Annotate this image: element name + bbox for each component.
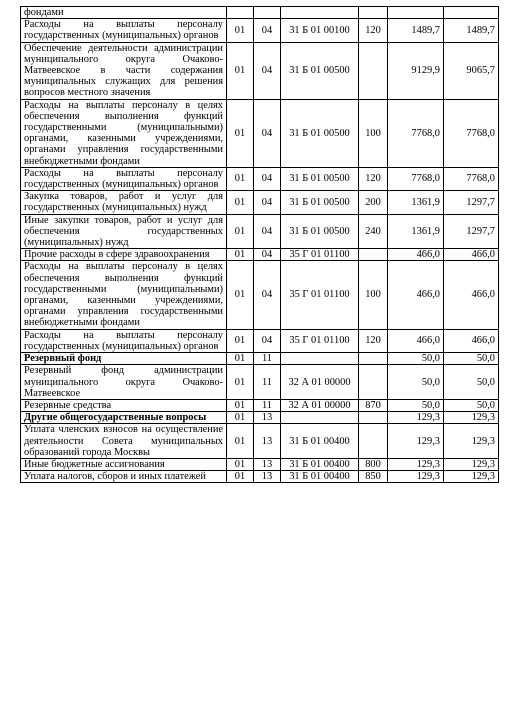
- subsection-code: 04: [254, 19, 281, 42]
- expense-type-code: 800: [359, 458, 388, 470]
- amount-col-2: 9065,7: [444, 42, 499, 99]
- amount-col-2: 129,3: [444, 471, 499, 483]
- amount-col-1: 1361,9: [388, 214, 444, 249]
- section-code: 01: [227, 365, 254, 400]
- section-code: 01: [227, 19, 254, 42]
- amount-col-2: 466,0: [444, 261, 499, 329]
- row-name: Уплата членских взносов на осуществление деятельности Совета муниципальных образований города Москвы: [21, 424, 227, 459]
- target-article-code: 31 Б 01 00400: [281, 424, 359, 459]
- row-name: Закупка товаров, работ и услуг для государственных (муниципальных) нужд: [21, 191, 227, 214]
- table-row: [21, 99, 499, 167]
- amount-col-2: 129,3: [444, 458, 499, 470]
- amount-col-2: 466,0: [444, 329, 499, 352]
- section-code: 01: [227, 191, 254, 214]
- subsection-code: 04: [254, 42, 281, 99]
- amount-col-2: 129,3: [444, 412, 499, 424]
- row-name: Уплата налогов, сборов и иных платежей: [21, 471, 227, 483]
- table-body: [21, 7, 499, 483]
- subsection-code: 11: [254, 399, 281, 411]
- row-name: Прочие расходы в сфере здравоохранения: [21, 249, 227, 261]
- expense-type-code: 200: [359, 191, 388, 214]
- target-article-code: [281, 7, 359, 19]
- expense-type-code: 100: [359, 99, 388, 167]
- amount-col-2: 7768,0: [444, 167, 499, 190]
- expense-type-code: 120: [359, 329, 388, 352]
- amount-col-1: 466,0: [388, 261, 444, 329]
- target-article-code: 32 А 01 00000: [281, 365, 359, 400]
- amount-col-2: [444, 7, 499, 19]
- row-name: Расходы на выплаты персоналу государственных (муниципальных) органов: [21, 329, 227, 352]
- row-name: Другие общегосударственные вопросы: [21, 412, 227, 424]
- section-code: 01: [227, 329, 254, 352]
- row-name: Расходы на выплаты персоналу в целях обеспечения выполнения функций государственными (муниципальными) органами, казенными учреждениями, органами управления государственными внебюджетными фондами: [21, 99, 227, 167]
- expense-type-code: [359, 42, 388, 99]
- row-name: Резервные средства: [21, 399, 227, 411]
- section-code: 01: [227, 42, 254, 99]
- subsection-code: 13: [254, 471, 281, 483]
- expense-type-code: [359, 412, 388, 424]
- table-row: [21, 167, 499, 190]
- row-name: фондами: [21, 7, 227, 19]
- row-name: Резервный фонд администрации муниципального округа Очаково-Матвеевское: [21, 365, 227, 400]
- table-row: [21, 214, 499, 249]
- table-row: [21, 249, 499, 261]
- subsection-code: 11: [254, 365, 281, 400]
- row-name: Расходы на выплаты персоналу государственных (муниципальных) органов: [21, 19, 227, 42]
- amount-col-1: 7768,0: [388, 99, 444, 167]
- section-code: 01: [227, 458, 254, 470]
- target-article-code: 31 Б 01 00500: [281, 42, 359, 99]
- expense-type-code: 870: [359, 399, 388, 411]
- section-code: 01: [227, 353, 254, 365]
- row-name: Иные закупки товаров, работ и услуг для обеспечения государственных (муниципальных) нужд: [21, 214, 227, 249]
- subsection-code: 04: [254, 191, 281, 214]
- expense-type-code: 100: [359, 261, 388, 329]
- table-row: [21, 399, 499, 411]
- amount-col-1: 1361,9: [388, 191, 444, 214]
- expense-type-code: [359, 424, 388, 459]
- amount-col-1: 50,0: [388, 365, 444, 400]
- expense-type-code: [359, 353, 388, 365]
- table-row: [21, 191, 499, 214]
- table-row: [21, 261, 499, 329]
- target-article-code: 35 Г 01 01100: [281, 261, 359, 329]
- amount-col-2: 50,0: [444, 365, 499, 400]
- target-article-code: 31 Б 01 00500: [281, 167, 359, 190]
- amount-col-1: 466,0: [388, 329, 444, 352]
- amount-col-1: [388, 7, 444, 19]
- amount-col-2: 129,3: [444, 424, 499, 459]
- row-name: Иные бюджетные ассигнования: [21, 458, 227, 470]
- amount-col-1: 129,3: [388, 458, 444, 470]
- amount-col-2: 1297,7: [444, 214, 499, 249]
- table-row: [21, 424, 499, 459]
- expense-type-code: [359, 7, 388, 19]
- subsection-code: 04: [254, 167, 281, 190]
- table-row: [21, 353, 499, 365]
- subsection-code: 04: [254, 261, 281, 329]
- section-code: 01: [227, 167, 254, 190]
- amount-col-2: 466,0: [444, 249, 499, 261]
- table-row: [21, 458, 499, 470]
- table-row: [21, 19, 499, 42]
- subsection-code: 04: [254, 99, 281, 167]
- row-name: Расходы на выплаты персоналу в целях обеспечения выполнения функций государственными (муниципальными) органами, казенными учреждениями, органами управления государственными внебюджетными фондами: [21, 261, 227, 329]
- subsection-code: [254, 7, 281, 19]
- amount-col-2: 1297,7: [444, 191, 499, 214]
- amount-col-1: 129,3: [388, 412, 444, 424]
- subsection-code: 04: [254, 249, 281, 261]
- subsection-code: 13: [254, 412, 281, 424]
- table-row: [21, 412, 499, 424]
- amount-col-1: 9129,9: [388, 42, 444, 99]
- target-article-code: [281, 412, 359, 424]
- section-code: 01: [227, 399, 254, 411]
- amount-col-1: 7768,0: [388, 167, 444, 190]
- section-code: 01: [227, 471, 254, 483]
- target-article-code: [281, 353, 359, 365]
- subsection-code: 04: [254, 329, 281, 352]
- budget-table: [20, 6, 499, 483]
- target-article-code: 35 Г 01 01100: [281, 329, 359, 352]
- expense-type-code: 120: [359, 19, 388, 42]
- table-row: [21, 7, 499, 19]
- target-article-code: 31 Б 01 00500: [281, 191, 359, 214]
- amount-col-2: 50,0: [444, 353, 499, 365]
- target-article-code: 32 А 01 00000: [281, 399, 359, 411]
- subsection-code: 04: [254, 214, 281, 249]
- amount-col-1: 129,3: [388, 424, 444, 459]
- subsection-code: 11: [254, 353, 281, 365]
- table-row: [21, 471, 499, 483]
- target-article-code: 31 Б 01 00400: [281, 471, 359, 483]
- expense-type-code: [359, 249, 388, 261]
- section-code: 01: [227, 214, 254, 249]
- subsection-code: 13: [254, 424, 281, 459]
- target-article-code: 31 Б 01 00100: [281, 19, 359, 42]
- target-article-code: 31 Б 01 00500: [281, 99, 359, 167]
- amount-col-1: 466,0: [388, 249, 444, 261]
- amount-col-2: 1489,7: [444, 19, 499, 42]
- section-code: 01: [227, 424, 254, 459]
- expense-type-code: [359, 365, 388, 400]
- section-code: 01: [227, 99, 254, 167]
- amount-col-1: 50,0: [388, 353, 444, 365]
- section-code: 01: [227, 412, 254, 424]
- amount-col-1: 1489,7: [388, 19, 444, 42]
- target-article-code: 31 Б 01 00400: [281, 458, 359, 470]
- table-row: [21, 365, 499, 400]
- target-article-code: 35 Г 01 01100: [281, 249, 359, 261]
- target-article-code: 31 Б 01 00500: [281, 214, 359, 249]
- row-name: Обеспечение деятельности администрации муниципального округа Очаково-Матвеевское в части содержания муниципальных служащих для решения вопросов местного значения: [21, 42, 227, 99]
- row-name: Резервный фонд: [21, 353, 227, 365]
- amount-col-1: 129,3: [388, 471, 444, 483]
- amount-col-2: 7768,0: [444, 99, 499, 167]
- section-code: 01: [227, 261, 254, 329]
- section-code: 01: [227, 249, 254, 261]
- table-row: [21, 42, 499, 99]
- expense-type-code: 240: [359, 214, 388, 249]
- expense-type-code: 120: [359, 167, 388, 190]
- document-page: [20, 6, 498, 483]
- row-name: Расходы на выплаты персоналу государственных (муниципальных) органов: [21, 167, 227, 190]
- expense-type-code: 850: [359, 471, 388, 483]
- section-code: [227, 7, 254, 19]
- amount-col-1: 50,0: [388, 399, 444, 411]
- subsection-code: 13: [254, 458, 281, 470]
- table-row: [21, 329, 499, 352]
- amount-col-2: 50,0: [444, 399, 499, 411]
